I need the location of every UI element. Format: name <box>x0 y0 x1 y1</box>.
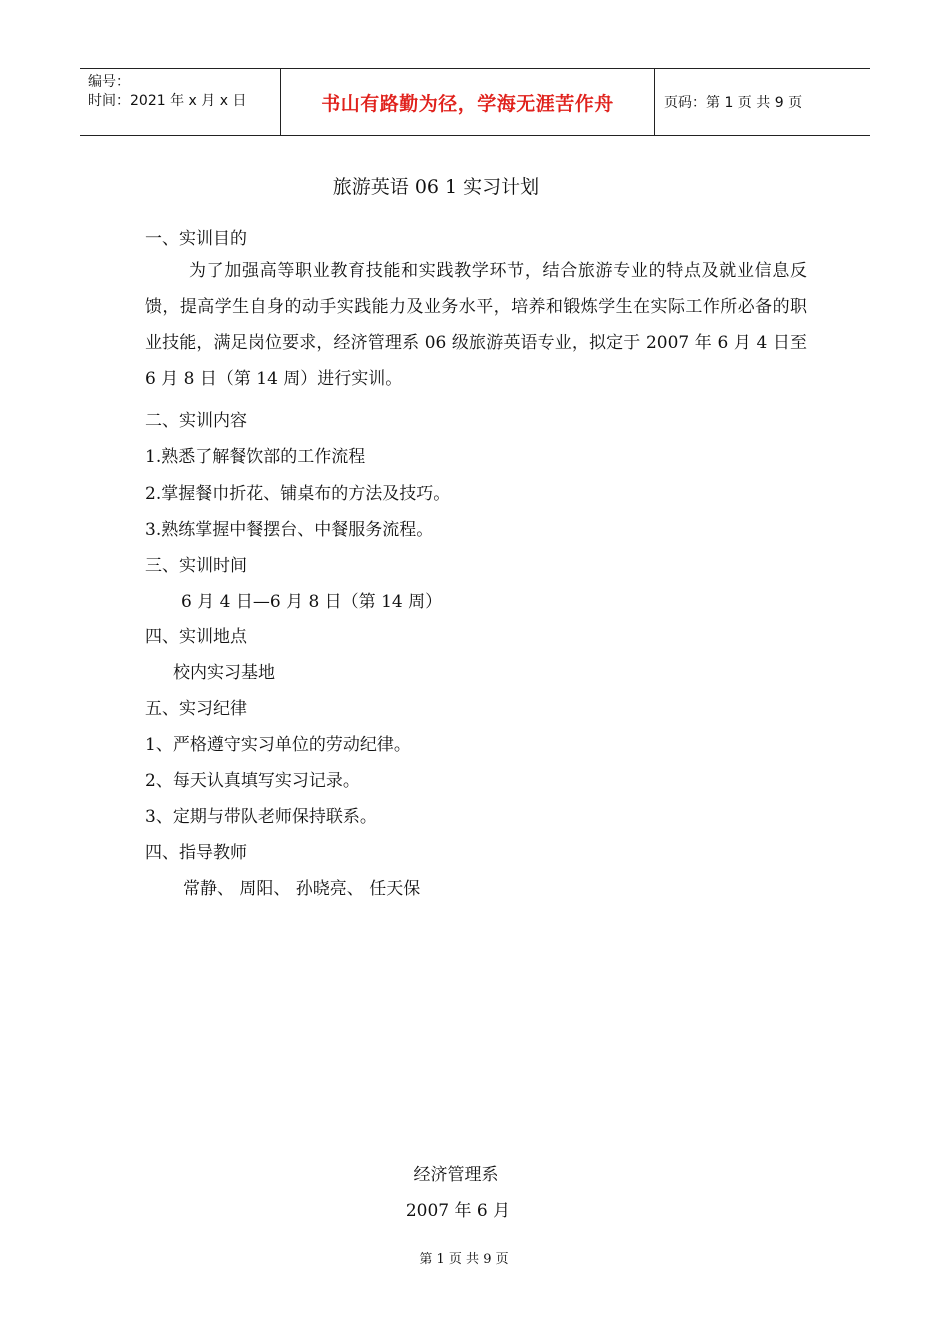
section4-text: 校内实习基地 <box>173 663 275 683</box>
footer-date: 2007 年 6 月 <box>405 1201 511 1221</box>
header-page-cell <box>655 69 870 135</box>
section5-heading: 五、实习纪律 <box>145 699 247 719</box>
page-info: 页码：第 1 页 共 9 页 <box>664 95 803 111</box>
document-title: 旅游英语 06 1 实习计划 <box>332 176 540 198</box>
header-motto-cell <box>281 69 655 135</box>
list-item: 1.熟悉了解餐饮部的工作流程 <box>145 447 366 467</box>
section4-heading: 四、实训地点 <box>145 627 247 647</box>
list-item: 2.掌握餐巾折花、铺桌布的方法及技巧。 <box>145 484 451 504</box>
footer-organization: 经济管理系 <box>413 1165 499 1185</box>
page-number: 第 1 页 共 9 页 <box>419 1252 509 1267</box>
list-item: 3.熟练掌握中餐摆台、中餐服务流程。 <box>145 520 434 540</box>
number-label: 编号： <box>88 74 130 90</box>
list-item: 2、每天认真填写实习记录。 <box>145 771 360 791</box>
section1-heading: 一、实训目的 <box>145 229 247 249</box>
section2-heading: 二、实训内容 <box>145 411 247 431</box>
section3-text: 6 月 4 日—6 月 8 日（第 14 周） <box>181 592 443 612</box>
section3-heading: 三、实训时间 <box>145 556 247 576</box>
list-item: 1、严格遵守实习单位的劳动纪律。 <box>145 735 411 755</box>
section1-text: 为了加强高等职业教育技能和实践教学环节，结合旅游专业的特点及就业信息反馈，提高学生自身的动手实践能力及业务水平，培养和锻炼学生在实际工作所必备的职业技能，满足岗位要求，经济管理系 06 级旅游英语专业，拟定于 2007 年 6 月 4 日至 6 月 8 日（第 14 周）进行实训。 <box>145 261 807 389</box>
motto: 书山有路勤为径，学海无涯苦作舟 <box>321 92 614 115</box>
time-label: 时间：2021 年 x 月 x 日 <box>88 93 247 109</box>
header-meta-cell <box>80 69 281 135</box>
list-item: 3、定期与带队老师保持联系。 <box>145 807 377 827</box>
header-table <box>80 68 870 136</box>
section6-text: 常静、 周阳、 孙晓亮、 任天保 <box>183 879 421 899</box>
section6-heading: 四、指导教师 <box>145 843 247 863</box>
